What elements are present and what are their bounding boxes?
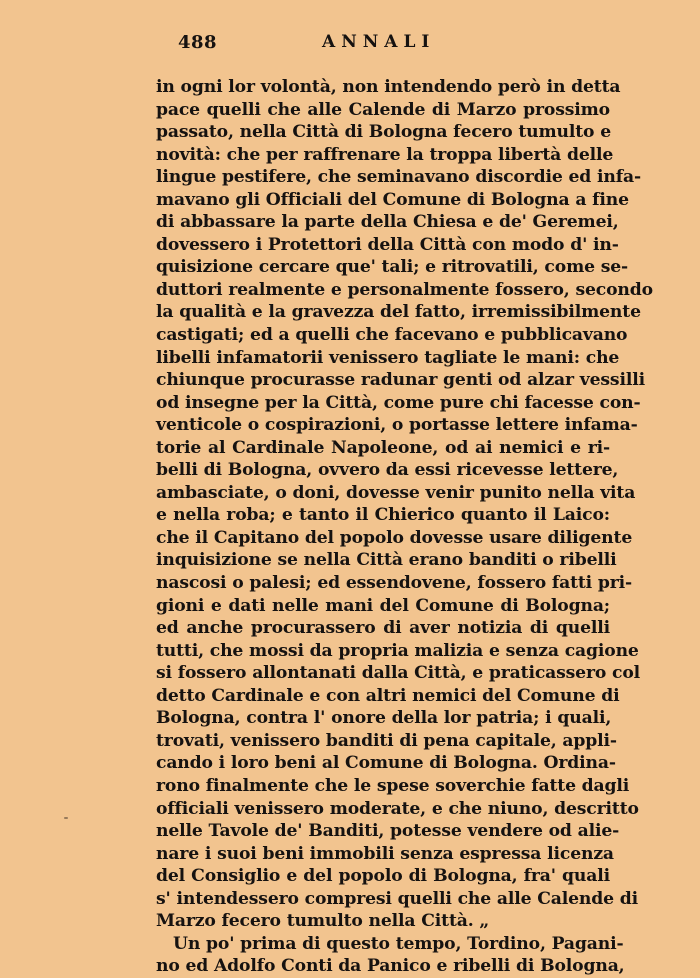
- text-line-23: nascosi o palesi; ed essendovene, fossero fatti pri-: [156, 573, 632, 594]
- text-line-26: tutti, che mossi da propria malizia e senza cagione: [156, 640, 639, 661]
- text-line-2: pace quelli che alle Calende di Marzo prossimo: [156, 99, 610, 120]
- text-line-35: nare i suoi beni immobili senza espressa licenza: [156, 843, 614, 864]
- text-line-1: in ogni lor volontà, non intendendo però in detta: [156, 77, 621, 97]
- text-line-6: mavano gli Officiali del Comune di Bologna a fine: [156, 189, 629, 210]
- text-line-29: Bologna, contra l' onore della lor patria; i quali,: [156, 708, 612, 729]
- page-number: 488: [178, 32, 218, 53]
- text-line-27: si fossero allontanati dalla Città, e praticassero col: [156, 663, 641, 684]
- text-line-5: lingue pestifere, che seminavano discordie ed infa-: [156, 167, 641, 188]
- stray-ink-mark: [64, 817, 68, 819]
- text-line-19: ambasciate, o doni, dovesse venir punito nella vita: [156, 482, 636, 503]
- text-line-21: che il Capitano del popolo dovesse usare diligente: [156, 527, 633, 548]
- text-line-16: venticole o cospirazioni, o portasse lettere infama-: [156, 415, 638, 436]
- text-line-11: la qualità e la gravezza del fatto, irremissibilmente: [156, 302, 641, 323]
- page-header: [156, 32, 610, 60]
- text-line-12: castigati; ed a quelli che facevano e pubblicavano: [156, 325, 628, 346]
- text-line-20: e nella roba; e tanto il Chierico quanto il Laico:: [156, 505, 610, 526]
- text-line-36: del Consiglio e del popolo di Bologna, fra' quali: [156, 866, 610, 887]
- text-line-33: officiali venissero moderate, e che niuno, descritto: [156, 798, 639, 819]
- text-line-28: detto Cardinale e con altri nemici del Comune di: [156, 685, 620, 706]
- text-line-31: cando i loro beni al Comune di Bologna. Ordina-: [156, 753, 616, 774]
- text-line-8: dovessero i Protettori della Città con modo d' in-: [156, 234, 619, 255]
- text-line-25: ed anche procurassero di aver notizia di quelli: [156, 618, 610, 639]
- text-line-39: Un po' prima di questo tempo, Tordino, Pagani-: [173, 933, 624, 954]
- text-line-32: rono finalmente che le spese soverchie fatte dagli: [156, 775, 630, 796]
- text-line-3: passato, nella Città di Bologna fecero tumulto e: [156, 122, 611, 143]
- text-line-18: belli di Bologna, ovvero da essi ricevesse lettere,: [156, 460, 619, 481]
- text-line-37: s' intendessero compresi quelli che alle Calende di: [156, 888, 639, 909]
- text-line-7: di abbassare la parte della Chiesa e de' Geremei,: [156, 212, 619, 233]
- main-text-block: [156, 76, 653, 978]
- text-line-14: chiunque procurasse radunar genti od alzar vessilli: [156, 370, 645, 391]
- running-head: ANNALI: [322, 32, 436, 52]
- text-line-30: trovati, venissero banditi di pena capitale, appli-: [156, 730, 617, 751]
- text-line-38: Marzo fecero tumulto nella Città. „: [156, 911, 490, 932]
- text-line-17: torie al Cardinale Napoleone, od ai nemici e ri-: [156, 437, 610, 458]
- text-line-13: libelli infamatorii venissero tagliate le mani: che: [156, 347, 620, 368]
- text-line-22: inquisizione se nella Città erano banditi o ribelli: [156, 550, 617, 571]
- text-line-40: no ed Adolfo Conti da Panico e ribelli di Bologna,: [156, 956, 625, 977]
- text-line-34: nelle Tavole de' Banditi, potesse vendere od alie-: [156, 821, 620, 842]
- text-line-24: gioni e dati nelle mani del Comune di Bologna;: [156, 595, 610, 616]
- text-line-10: duttori realmente e personalmente fossero, secondo: [156, 279, 653, 300]
- text-line-15: od insegne per la Città, come pure chi facesse con-: [156, 392, 641, 413]
- text-line-9: quisizione cercare que' tali; e ritrovatili, come se-: [156, 257, 629, 278]
- text-line-4: novità: che per raffrenare la troppa libertà delle: [156, 144, 614, 165]
